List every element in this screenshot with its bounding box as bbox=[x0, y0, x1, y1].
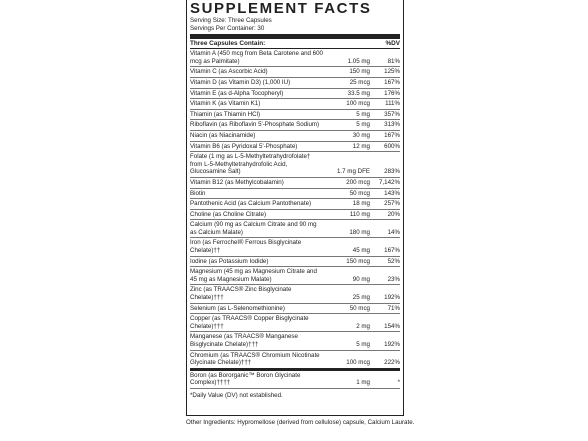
nutrient-dv: 192% bbox=[384, 294, 400, 302]
nutrient-name: Pantothenic Acid (as Calcium Pantothenate) bbox=[190, 200, 312, 208]
nutrient-name: Biotin bbox=[190, 189, 206, 197]
nutrient-row bbox=[190, 199, 400, 210]
nutrient-name: Manganese (as TRAACS® Manganese Bisglycinate Chelate)††† bbox=[190, 333, 298, 348]
nutrient-dv: 357% bbox=[384, 110, 400, 118]
nutrient-row bbox=[190, 314, 400, 332]
nutrient-amount: 200 mcg bbox=[346, 178, 370, 186]
nutrient-row bbox=[190, 120, 400, 131]
nutrient-dv: 167% bbox=[384, 78, 400, 86]
nutrient-name: Vitamin E (as d-Alpha Tocopheryl) bbox=[190, 89, 284, 97]
nutrient-row bbox=[190, 257, 400, 268]
nutrient-dv: 14% bbox=[387, 228, 400, 236]
nutrient-dv: 154% bbox=[384, 322, 400, 330]
nutrient-name: Calcium (90 mg as Calcium Citrate and 90 mg as Calcium Malate) bbox=[190, 221, 317, 236]
nutrient-amount: 5 mg bbox=[356, 341, 370, 348]
nutrient-dv: 7,142% bbox=[379, 178, 400, 186]
nutrient-row bbox=[190, 210, 400, 221]
nutrient-amount: 18 mg bbox=[352, 200, 370, 208]
nutrient-name: Riboflavin (as Riboflavin 5'-Phosphate Sodium) bbox=[190, 121, 320, 129]
serving-size: Serving Size: Three Capsules bbox=[190, 17, 272, 24]
nutrient-dv: 111% bbox=[385, 100, 400, 108]
nutrient-amount: 90 mg bbox=[352, 275, 370, 283]
header-dv: %DV bbox=[385, 40, 400, 48]
nutrient-name: Thiamin (as Thiamin HCl) bbox=[190, 110, 261, 118]
nutrient-dv: 20% bbox=[387, 210, 400, 218]
nutrient-name: Vitamin C (as Ascorbic Acid) bbox=[190, 68, 268, 76]
nutrient-amount: 25 mcg bbox=[349, 78, 370, 86]
nutrient-amount: 1 mg bbox=[356, 379, 370, 387]
nutrient-amount: 180 mg bbox=[349, 228, 370, 236]
nutrient-row bbox=[190, 220, 400, 238]
nutrient-row bbox=[190, 49, 400, 67]
nutrient-dv: 167% bbox=[384, 247, 400, 255]
other-ingredients: Other Ingredients: Hypromellose (derived from cellulose) capsule, Calcium Laurate. bbox=[186, 419, 415, 426]
nutrient-row-boron bbox=[190, 371, 400, 389]
nutrient-amount: 100 mcg bbox=[346, 359, 370, 367]
nutrient-row bbox=[190, 110, 400, 121]
nutrient-dv: 600% bbox=[384, 142, 400, 150]
nutrient-dv: 143% bbox=[384, 189, 400, 197]
nutrient-amount: 1.05 mg bbox=[347, 57, 370, 65]
nutrient-name: Magnesium (45 mg as Magnesium Citrate and 45 mg as Magnesium Malate) bbox=[190, 268, 317, 283]
nutrient-name: Niacin (as Niacinamide) bbox=[190, 131, 256, 139]
nutrient-row bbox=[190, 67, 400, 78]
nutrient-name: Boron (as Bororganic™ Boron Glycinate Complex)†††† bbox=[190, 371, 301, 387]
nutrient-amount: 45 mg bbox=[352, 247, 370, 255]
nutrient-name: Vitamin A (450 mcg from Beta Carotene and 600 mcg as Palmitate) bbox=[190, 50, 323, 65]
nutrient-dv: 81% bbox=[387, 57, 400, 65]
nutrient-name: Iron (as Ferrochel® Ferrous Bisglycinate Chelate)†† bbox=[190, 239, 302, 255]
nutrient-list bbox=[190, 49, 400, 368]
nutrient-amount: 5 mg bbox=[356, 121, 370, 129]
nutrient-row bbox=[190, 267, 400, 285]
nutrient-row bbox=[190, 304, 400, 315]
nutrient-name: Chromium (as TRAACS® Chromium Nicotinate Glycinate Chelate)††† bbox=[190, 351, 320, 367]
header-label: Three Capsules Contain: bbox=[190, 40, 266, 48]
nutrient-dv: * bbox=[397, 379, 400, 387]
nutrient-row bbox=[190, 238, 400, 256]
nutrient-row bbox=[190, 178, 400, 189]
nutrient-row bbox=[190, 78, 400, 89]
nutrient-row bbox=[190, 89, 400, 100]
nutrient-row bbox=[190, 152, 400, 178]
nutrient-dv: 283% bbox=[384, 168, 400, 176]
nutrient-amount: 150 mcg bbox=[346, 257, 370, 265]
nutrient-dv: 176% bbox=[384, 89, 400, 97]
panel-title: SUPPLEMENT FACTS bbox=[190, 0, 372, 17]
nutrient-amount: 2 mg bbox=[356, 322, 370, 330]
nutrient-row bbox=[190, 285, 400, 303]
nutrient-row bbox=[190, 332, 400, 350]
nutrient-name: Folate (1 mg as L-5-Methyltetrahydrofolate† from L-5-Methyltetrahydrofolic Acid, Glucosamine Salt) bbox=[190, 153, 311, 176]
nutrient-row bbox=[190, 189, 400, 200]
nutrient-dv: 23% bbox=[387, 275, 400, 283]
nutrient-dv: 222% bbox=[384, 359, 400, 367]
nutrient-dv: 192% bbox=[384, 341, 400, 348]
nutrient-amount: 12 mg bbox=[352, 142, 370, 150]
supplement-facts-panel bbox=[186, 0, 404, 416]
servings-per-container: Servings Per Container: 30 bbox=[190, 24, 265, 32]
nutrient-name: Selenium (as L-Selenomethionine) bbox=[190, 304, 285, 312]
nutrient-amount: 1.7 mg DFE bbox=[336, 168, 370, 176]
nutrient-dv: 125% bbox=[384, 68, 400, 76]
nutrient-amount: 5 mg bbox=[356, 110, 370, 118]
nutrient-name: Iodine (as Potassium Iodide) bbox=[190, 257, 269, 265]
nutrient-dv: 71% bbox=[387, 304, 400, 312]
nutrient-name: Vitamin D (as Vitamin D3) (1,000 IU) bbox=[190, 78, 291, 86]
nutrient-dv: 257% bbox=[384, 200, 400, 208]
nutrient-dv: 52% bbox=[387, 257, 400, 265]
table-header bbox=[190, 39, 400, 49]
nutrient-name: Copper (as TRAACS® Copper Bisglycinate Chelate)††† bbox=[190, 315, 309, 330]
nutrient-amount: 50 mcg bbox=[349, 304, 370, 312]
nutrient-row bbox=[190, 99, 400, 110]
nutrient-amount: 150 mg bbox=[349, 68, 370, 76]
nutrient-name: Vitamin B6 (as Pyridoxal 5'-Phosphate) bbox=[190, 142, 298, 150]
nutrient-row bbox=[190, 142, 400, 153]
nutrient-amount: 50 mcg bbox=[349, 189, 370, 197]
nutrient-dv: 167% bbox=[384, 131, 400, 139]
nutrient-row bbox=[190, 131, 400, 142]
nutrient-amount: 110 mg bbox=[349, 210, 370, 218]
nutrient-name: Choline (as Choline Citrate) bbox=[190, 210, 267, 218]
nutrient-amount: 100 mcg bbox=[346, 100, 370, 108]
nutrient-dv: 313% bbox=[384, 121, 400, 129]
footnote: *Daily Value (DV) not established. bbox=[190, 391, 283, 399]
nutrient-amount: 25 mg bbox=[352, 294, 370, 302]
nutrient-amount: 30 mg bbox=[352, 131, 370, 139]
nutrient-name: Vitamin K (as Vitamin K1) bbox=[190, 100, 261, 108]
nutrient-name: Vitamin B12 (as Methylcobalamin) bbox=[190, 178, 284, 186]
nutrient-amount: 33.5 mg bbox=[347, 89, 370, 97]
nutrient-row bbox=[190, 351, 400, 368]
nutrient-name: Zinc (as TRAACS® Zinc Bisglycinate Chelate)††† bbox=[190, 286, 292, 302]
